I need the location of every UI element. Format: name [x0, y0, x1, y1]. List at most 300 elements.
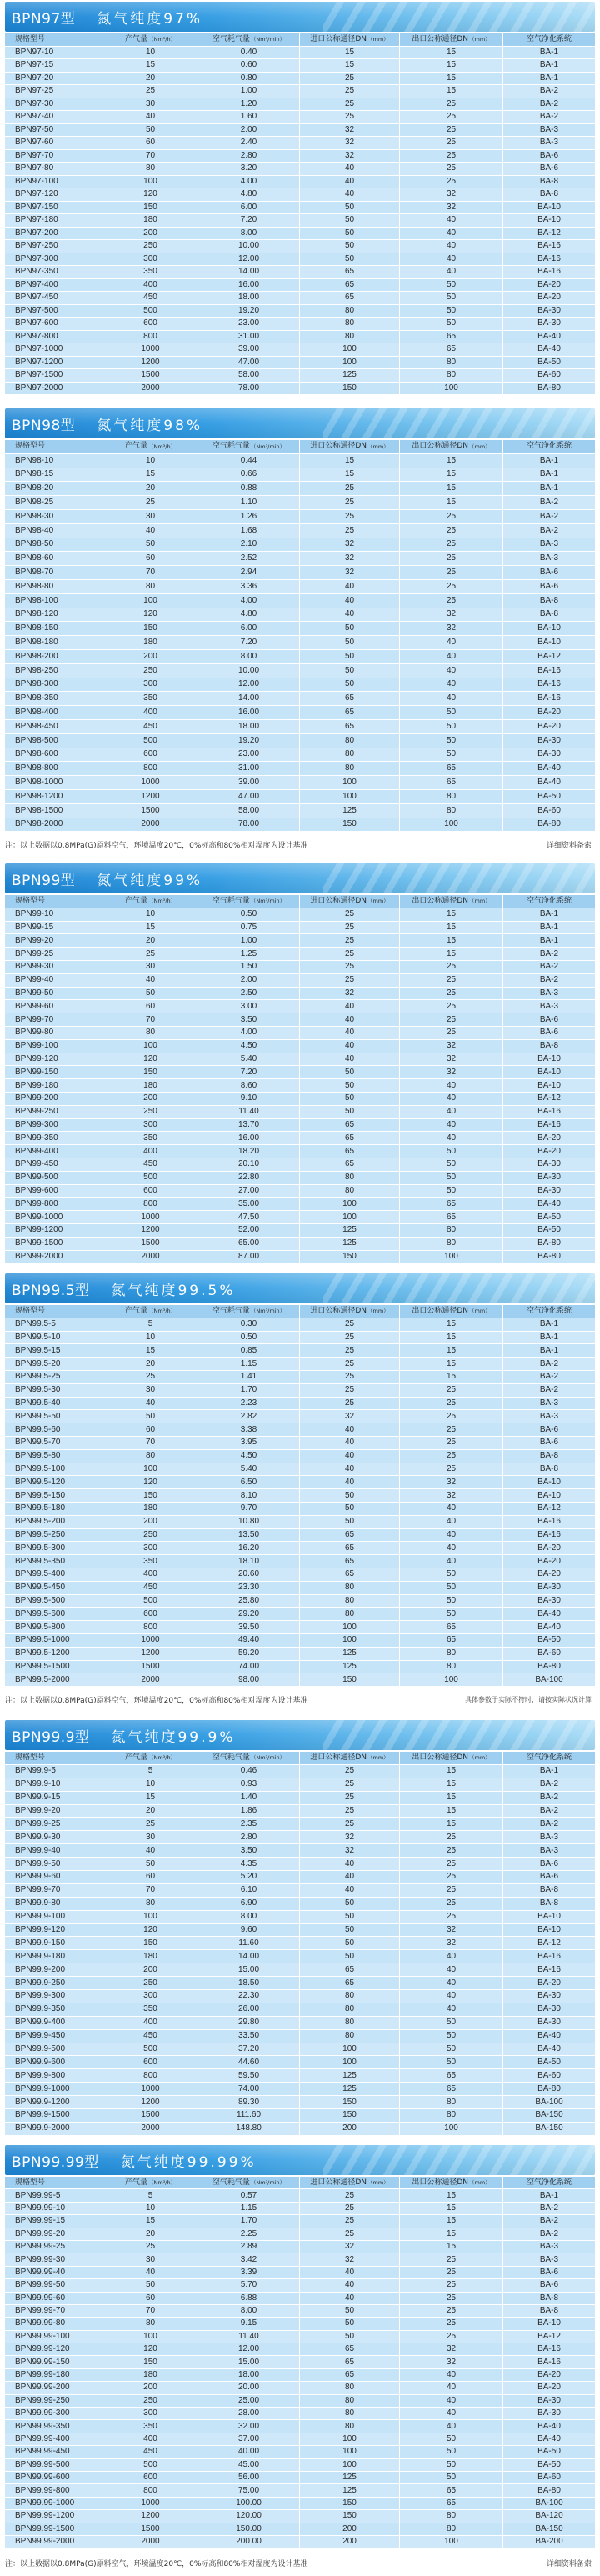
air-consumption-cell: 74.00 — [198, 2083, 300, 2096]
air-consumption-cell: 2.23 — [198, 1398, 300, 1411]
air-consumption-cell: 2.52 — [198, 552, 300, 566]
air-consumption-cell: 10.00 — [198, 240, 300, 253]
model-cell: BPN99-30 — [5, 961, 103, 974]
column-header-unit: （Nm³/min） — [250, 1754, 286, 1762]
model-cell: BPN99.99-1000 — [5, 2498, 103, 2510]
inlet-dn-cell: 50 — [300, 2331, 400, 2343]
column-header — [198, 440, 300, 454]
nitrogen-output-cell: 250 — [103, 1106, 198, 1119]
nitrogen-output-cell: 800 — [103, 762, 198, 776]
nitrogen-output-cell: 1000 — [103, 776, 198, 790]
air-consumption-cell: 1.86 — [198, 1805, 300, 1818]
section-banner — [5, 408, 595, 438]
air-purification-cell: BA-1 — [503, 1318, 595, 1332]
model-cell: BPN99.9-60 — [5, 1871, 103, 1884]
air-consumption-cell: 1.00 — [198, 85, 300, 98]
air-consumption-cell: 15.00 — [198, 1963, 300, 1977]
outlet-dn-cell: 15 — [400, 2203, 503, 2215]
nitrogen-output-cell: 30 — [103, 98, 198, 112]
outlet-dn-cell: 32 — [400, 1937, 503, 1950]
outlet-dn-cell: 40 — [400, 228, 503, 241]
air-consumption-cell: 200.00 — [198, 2536, 300, 2548]
inlet-dn-cell: 65 — [300, 1158, 400, 1172]
nitrogen-output-cell: 200 — [103, 1963, 198, 1977]
air-consumption-cell: 18.10 — [198, 1555, 300, 1568]
column-header — [103, 895, 198, 908]
model-cell: BPN99.5-100 — [5, 1463, 103, 1477]
air-purification-cell: BA-20 — [503, 706, 595, 720]
table-row — [5, 1489, 595, 1503]
inlet-dn-cell: 25 — [300, 1778, 400, 1792]
table-row — [5, 1132, 595, 1145]
column-header-label: 进口公称通径DN — [310, 1306, 367, 1315]
air-consumption-cell: 31.00 — [198, 331, 300, 344]
table-row — [5, 2382, 595, 2394]
outlet-dn-cell: 25 — [400, 1911, 503, 1924]
column-header-label: 出口公称通径DN — [412, 442, 468, 451]
table-row — [5, 594, 595, 608]
air-consumption-cell: 3.00 — [198, 1000, 300, 1013]
nitrogen-output-cell: 400 — [103, 279, 198, 293]
air-purification-cell: BA-20 — [503, 2369, 595, 2382]
inlet-dn-cell: 32 — [300, 552, 400, 566]
air-purification-cell: BA-80 — [503, 1238, 595, 1251]
outlet-dn-cell: 32 — [400, 1476, 503, 1489]
outlet-dn-cell: 25 — [400, 2318, 503, 2330]
table-row — [5, 2109, 595, 2123]
nitrogen-output-cell: 60 — [103, 1423, 198, 1437]
nitrogen-output-cell: 1000 — [103, 2083, 198, 2096]
air-purification-cell: BA-16 — [503, 1529, 595, 1543]
air-purification-cell: BA-3 — [503, 1000, 595, 1013]
air-purification-cell: BA-10 — [503, 1911, 595, 1924]
air-consumption-cell: 29.80 — [198, 2017, 300, 2030]
nitrogen-output-cell: 1200 — [103, 2510, 198, 2523]
air-consumption-cell: 3.38 — [198, 1423, 300, 1437]
inlet-dn-cell: 100 — [300, 790, 400, 804]
nitrogen-output-cell: 500 — [103, 1595, 198, 1608]
table-row — [5, 804, 595, 818]
outlet-dn-cell: 25 — [400, 2305, 503, 2318]
air-consumption-cell: 59.50 — [198, 2069, 300, 2083]
table-header-row — [5, 33, 595, 47]
nitrogen-output-cell: 15 — [103, 1344, 198, 1358]
air-purification-cell: BA-40 — [503, 343, 595, 357]
nitrogen-output-cell: 450 — [103, 292, 198, 305]
air-consumption-cell: 12.00 — [198, 678, 300, 693]
column-header-unit: （Nm³/h） — [148, 1754, 177, 1762]
model-cell: BPN99-450 — [5, 1158, 103, 1172]
outlet-dn-cell: 100 — [400, 1251, 503, 1264]
model-cell: BPN97-30 — [5, 98, 103, 112]
air-consumption-cell: 2.00 — [198, 974, 300, 988]
inlet-dn-cell: 40 — [300, 1463, 400, 1477]
column-header-label: 规格型号 — [15, 442, 46, 451]
column-header-unit: （mm） — [469, 1308, 491, 1315]
air-consumption-cell: 0.80 — [198, 73, 300, 86]
table-row — [5, 253, 595, 267]
inlet-dn-cell: 80 — [300, 2030, 400, 2043]
nitrogen-output-cell: 200 — [103, 228, 198, 241]
air-purification-cell: BA-40 — [503, 2433, 595, 2446]
nitrogen-output-cell: 2000 — [103, 818, 198, 833]
air-purification-cell: BA-30 — [503, 2003, 595, 2017]
outlet-dn-cell: 80 — [400, 790, 503, 804]
air-purification-cell: BA-8 — [503, 2293, 595, 2305]
air-consumption-cell: 1.15 — [198, 1358, 300, 1371]
air-consumption-cell: 0.93 — [198, 1778, 300, 1792]
air-purification-cell: BA-80 — [503, 1661, 595, 1674]
bpn99-section — [5, 863, 595, 1263]
air-consumption-cell: 10.00 — [198, 664, 300, 678]
inlet-dn-cell: 100 — [300, 2459, 400, 2472]
outlet-dn-cell: 15 — [400, 2215, 503, 2228]
nitrogen-output-cell: 80 — [103, 580, 198, 594]
nitrogen-output-cell: 15 — [103, 922, 198, 935]
column-header — [103, 1752, 198, 1765]
table-row — [5, 608, 595, 623]
column-header-unit: （mm） — [469, 2178, 491, 2186]
model-cell: BPN99-40 — [5, 974, 103, 988]
inlet-dn-cell: 50 — [300, 1911, 400, 1924]
table-row — [5, 1172, 595, 1185]
column-header-unit: （mm） — [469, 443, 491, 450]
air-consumption-cell: 23.30 — [198, 1582, 300, 1595]
inlet-dn-cell: 15 — [300, 59, 400, 73]
air-consumption-cell: 6.10 — [198, 1884, 300, 1898]
air-purification-cell: BA-6 — [503, 1437, 595, 1450]
inlet-dn-cell: 32 — [300, 1844, 400, 1858]
nitrogen-output-cell: 1200 — [103, 1648, 198, 1661]
inlet-dn-cell: 100 — [300, 343, 400, 357]
air-purification-cell: BA-2 — [503, 1358, 595, 1371]
inlet-dn-cell: 65 — [300, 1963, 400, 1977]
table-row — [5, 1437, 595, 1450]
air-consumption-cell: 47.00 — [198, 357, 300, 370]
air-consumption-cell: 2.89 — [198, 2241, 300, 2253]
air-consumption-cell: 13.70 — [198, 1119, 300, 1133]
table-row — [5, 2267, 595, 2279]
section-banner — [5, 1720, 595, 1750]
outlet-dn-cell: 80 — [400, 2510, 503, 2523]
nitrogen-output-cell: 20 — [103, 1805, 198, 1818]
air-purification-cell: BA-30 — [503, 1185, 595, 1198]
air-consumption-cell: 18.50 — [198, 1977, 300, 1990]
inlet-dn-cell: 32 — [300, 988, 400, 1001]
model-cell: BPN99-60 — [5, 1000, 103, 1013]
nitrogen-output-cell: 2000 — [103, 1251, 198, 1264]
table-row — [5, 2030, 595, 2043]
model-cell: BPN97-1200 — [5, 357, 103, 370]
model-cell: BPN99.99-450 — [5, 2446, 103, 2458]
inlet-dn-cell: 32 — [300, 538, 400, 553]
column-header-label: 空气净化系统 — [526, 896, 572, 905]
column-header-unit: （Nm³/h） — [148, 2178, 177, 2186]
model-cell: BPN99.9-200 — [5, 1963, 103, 1977]
model-cell: BPN99.5-50 — [5, 1410, 103, 1423]
outlet-dn-cell: 15 — [400, 1765, 503, 1778]
inlet-dn-cell: 40 — [300, 1000, 400, 1013]
air-purification-cell: BA-8 — [503, 608, 595, 623]
table-row — [5, 1013, 595, 1027]
column-header — [300, 895, 400, 908]
nitrogen-output-cell: 250 — [103, 664, 198, 678]
spec-table — [5, 1752, 595, 2136]
model-cell: BPN97-20 — [5, 73, 103, 86]
outlet-dn-cell: 15 — [400, 2241, 503, 2253]
table-row — [5, 2123, 595, 2136]
nitrogen-output-cell: 180 — [103, 214, 198, 228]
outlet-dn-cell: 40 — [400, 266, 503, 279]
nitrogen-output-cell: 1200 — [103, 2096, 198, 2109]
model-cell: BPN99.5-300 — [5, 1542, 103, 1555]
column-header-label: 规格型号 — [15, 1306, 46, 1315]
nitrogen-output-cell: 300 — [103, 1119, 198, 1133]
air-consumption-cell: 35.00 — [198, 1198, 300, 1211]
column-header-label: 空气耗气量 — [212, 1753, 250, 1762]
table-row — [5, 552, 595, 566]
nitrogen-output-cell: 180 — [103, 2369, 198, 2382]
model-cell: BPN98-800 — [5, 762, 103, 776]
air-consumption-cell: 1.50 — [198, 961, 300, 974]
outlet-dn-cell: 40 — [400, 692, 503, 706]
outlet-dn-cell: 25 — [400, 1437, 503, 1450]
air-purification-cell: BA-100 — [503, 2096, 595, 2109]
column-header-unit: （mm） — [469, 898, 491, 905]
column-header — [400, 440, 503, 454]
outlet-dn-cell: 40 — [400, 2420, 503, 2433]
air-consumption-cell: 5.70 — [198, 2279, 300, 2292]
table-row — [5, 1358, 595, 1371]
nitrogen-output-cell: 250 — [103, 1529, 198, 1543]
air-purification-cell: BA-16 — [503, 266, 595, 279]
air-purification-cell: BA-1 — [503, 922, 595, 935]
air-purification-cell: BA-8 — [503, 1884, 595, 1898]
nitrogen-output-cell: 1500 — [103, 369, 198, 383]
column-header-label: 产气量 — [124, 34, 148, 43]
air-consumption-cell: 7.20 — [198, 1066, 300, 1079]
column-header — [300, 1752, 400, 1765]
outlet-dn-cell: 40 — [400, 2395, 503, 2408]
table-row — [5, 73, 595, 86]
table-row — [5, 468, 595, 483]
air-purification-cell: BA-30 — [503, 318, 595, 331]
air-purification-cell: BA-1 — [503, 73, 595, 86]
air-purification-cell: BA-6 — [503, 1871, 595, 1884]
air-purification-cell: BA-60 — [503, 1648, 595, 1661]
inlet-dn-cell: 65 — [300, 292, 400, 305]
table-row — [5, 2215, 595, 2228]
inlet-dn-cell: 50 — [300, 1079, 400, 1093]
nitrogen-output-cell: 40 — [103, 524, 198, 538]
inlet-dn-cell: 25 — [300, 922, 400, 935]
air-purification-cell: BA-12 — [503, 2331, 595, 2343]
outlet-dn-cell: 25 — [400, 1398, 503, 1411]
air-purification-cell: BA-8 — [503, 1040, 595, 1053]
air-purification-cell: BA-1 — [503, 908, 595, 922]
nitrogen-output-cell: 450 — [103, 1158, 198, 1172]
outlet-dn-cell: 25 — [400, 1844, 503, 1858]
table-row — [5, 692, 595, 706]
air-consumption-cell: 16.00 — [198, 706, 300, 720]
outlet-dn-cell: 80 — [400, 1238, 503, 1251]
outlet-dn-cell: 15 — [400, 948, 503, 961]
air-consumption-cell: 16.00 — [198, 279, 300, 293]
inlet-dn-cell: 50 — [300, 650, 400, 664]
air-consumption-cell: 0.46 — [198, 1765, 300, 1778]
column-header-label: 规格型号 — [15, 34, 46, 43]
model-cell: BPN99.9-50 — [5, 1858, 103, 1871]
column-header-label: 产气量 — [124, 896, 148, 905]
table-row — [5, 2017, 595, 2030]
column-header-unit: （Nm³/h） — [148, 1308, 177, 1315]
table-row — [5, 1145, 595, 1158]
model-cell: BPN99.5-80 — [5, 1450, 103, 1463]
design-basis-note: 注：以上数据以0.8MPa(G)原料空气，环境温度20℃，0%标高和80%相对湿度为设计基准 — [5, 841, 308, 850]
model-cell: BPN97-500 — [5, 305, 103, 318]
air-purification-cell: BA-6 — [503, 2267, 595, 2279]
model-cell: BPN98-150 — [5, 622, 103, 636]
air-consumption-cell: 1.00 — [198, 934, 300, 948]
outlet-dn-cell: 40 — [400, 253, 503, 267]
inlet-dn-cell: 40 — [300, 1053, 400, 1067]
model-cell: BPN99.99-10 — [5, 2203, 103, 2215]
table-row — [5, 1963, 595, 1977]
table-row — [5, 1040, 595, 1053]
nitrogen-output-cell: 250 — [103, 1977, 198, 1990]
table-row — [5, 357, 595, 370]
column-header — [503, 440, 595, 454]
nitrogen-output-cell: 180 — [103, 636, 198, 650]
air-purification-cell: BA-150 — [503, 2123, 595, 2136]
table-row — [5, 1778, 595, 1792]
column-header — [5, 33, 103, 47]
outlet-dn-cell: 40 — [400, 1950, 503, 1963]
inlet-dn-cell: 40 — [300, 594, 400, 608]
air-purification-cell: BA-60 — [503, 804, 595, 818]
air-consumption-cell: 4.35 — [198, 1858, 300, 1871]
model-cell: BPN99.99-40 — [5, 2267, 103, 2279]
nitrogen-output-cell: 800 — [103, 1621, 198, 1634]
nitrogen-output-cell: 60 — [103, 137, 198, 150]
air-purification-cell: BA-8 — [503, 1898, 595, 1911]
inlet-dn-cell: 80 — [300, 748, 400, 763]
inlet-dn-cell: 200 — [300, 2523, 400, 2536]
spec-table — [5, 440, 595, 832]
table-row — [5, 2189, 595, 2202]
more-info-note: 详细资料备索 — [546, 841, 592, 850]
nitrogen-output-cell: 100 — [103, 1911, 198, 1924]
inlet-dn-cell: 40 — [300, 2267, 400, 2279]
table-row — [5, 1608, 595, 1621]
model-cell: BPN99.9-100 — [5, 1911, 103, 1924]
model-cell: BPN99.9-450 — [5, 2030, 103, 2043]
nitrogen-output-cell: 350 — [103, 266, 198, 279]
nitrogen-output-cell: 10 — [103, 1778, 198, 1792]
model-cell: BPN99-800 — [5, 1198, 103, 1211]
air-purification-cell: BA-50 — [503, 790, 595, 804]
actual-conditions-note: 具体参数于实际不符时，请按实际状况计算 — [465, 1695, 592, 1703]
nitrogen-output-cell: 25 — [103, 1818, 198, 1831]
inlet-dn-cell: 25 — [300, 85, 400, 98]
air-purification-cell: BA-2 — [503, 2215, 595, 2228]
inlet-dn-cell: 25 — [300, 2215, 400, 2228]
air-purification-cell: BA-50 — [503, 1224, 595, 1238]
inlet-dn-cell: 25 — [300, 510, 400, 524]
purity-title: 氮气纯度99% — [97, 872, 203, 889]
nitrogen-output-cell: 180 — [103, 1079, 198, 1093]
air-purification-cell: BA-3 — [503, 2241, 595, 2253]
outlet-dn-cell: 50 — [400, 720, 503, 734]
model-cell: BPN97-250 — [5, 240, 103, 253]
section-banner — [5, 2, 595, 32]
outlet-dn-cell: 40 — [400, 2382, 503, 2394]
inlet-dn-cell: 80 — [300, 1990, 400, 2003]
inlet-dn-cell: 40 — [300, 580, 400, 594]
table-row — [5, 2536, 595, 2548]
outlet-dn-cell: 15 — [400, 482, 503, 496]
model-cell: BPN99.5-20 — [5, 1358, 103, 1371]
air-consumption-cell: 3.42 — [198, 2253, 300, 2266]
air-consumption-cell: 0.57 — [198, 2189, 300, 2202]
air-consumption-cell: 6.88 — [198, 2293, 300, 2305]
outlet-dn-cell: 25 — [400, 1463, 503, 1477]
outlet-dn-cell: 25 — [400, 1858, 503, 1871]
table-row — [5, 2420, 595, 2433]
model-cell: BPN99-180 — [5, 1079, 103, 1093]
air-purification-cell: BA-1 — [503, 59, 595, 73]
inlet-dn-cell: 50 — [300, 2305, 400, 2318]
nitrogen-output-cell: 2000 — [103, 2536, 198, 2548]
air-consumption-cell: 9.70 — [198, 1503, 300, 1516]
column-header — [5, 2177, 103, 2189]
table-row — [5, 383, 595, 396]
nitrogen-output-cell: 800 — [103, 2069, 198, 2083]
inlet-dn-cell: 25 — [300, 961, 400, 974]
table-row — [5, 47, 595, 60]
outlet-dn-cell: 32 — [400, 1924, 503, 1938]
air-consumption-cell: 3.20 — [198, 163, 300, 176]
inlet-dn-cell: 25 — [300, 1371, 400, 1384]
model-cell: BPN97-120 — [5, 188, 103, 202]
air-purification-cell: BA-40 — [503, 776, 595, 790]
table-row — [5, 188, 595, 202]
column-header — [198, 2177, 300, 2189]
model-cell: BPN99.9-1000 — [5, 2083, 103, 2096]
column-header-label: 进口公称通径DN — [310, 896, 367, 905]
design-note — [5, 2555, 595, 2570]
outlet-dn-cell: 50 — [400, 318, 503, 331]
air-consumption-cell: 4.80 — [198, 608, 300, 623]
outlet-dn-cell: 32 — [400, 2343, 503, 2356]
air-purification-cell: BA-1 — [503, 468, 595, 483]
air-purification-cell: BA-30 — [503, 1595, 595, 1608]
air-consumption-cell: 4.50 — [198, 1040, 300, 1053]
table-row — [5, 636, 595, 650]
air-purification-cell: BA-2 — [503, 1818, 595, 1831]
outlet-dn-cell: 15 — [400, 2228, 503, 2241]
table-row — [5, 176, 595, 189]
table-row — [5, 2343, 595, 2356]
air-purification-cell: BA-50 — [503, 2056, 595, 2069]
table-row — [5, 734, 595, 748]
column-header-label: 进口公称通径DN — [310, 2178, 367, 2187]
nitrogen-output-cell: 50 — [103, 988, 198, 1001]
outlet-dn-cell: 50 — [400, 2017, 503, 2030]
inlet-dn-cell: 150 — [300, 1251, 400, 1264]
outlet-dn-cell: 25 — [400, 961, 503, 974]
air-purification-cell: BA-8 — [503, 2305, 595, 2318]
